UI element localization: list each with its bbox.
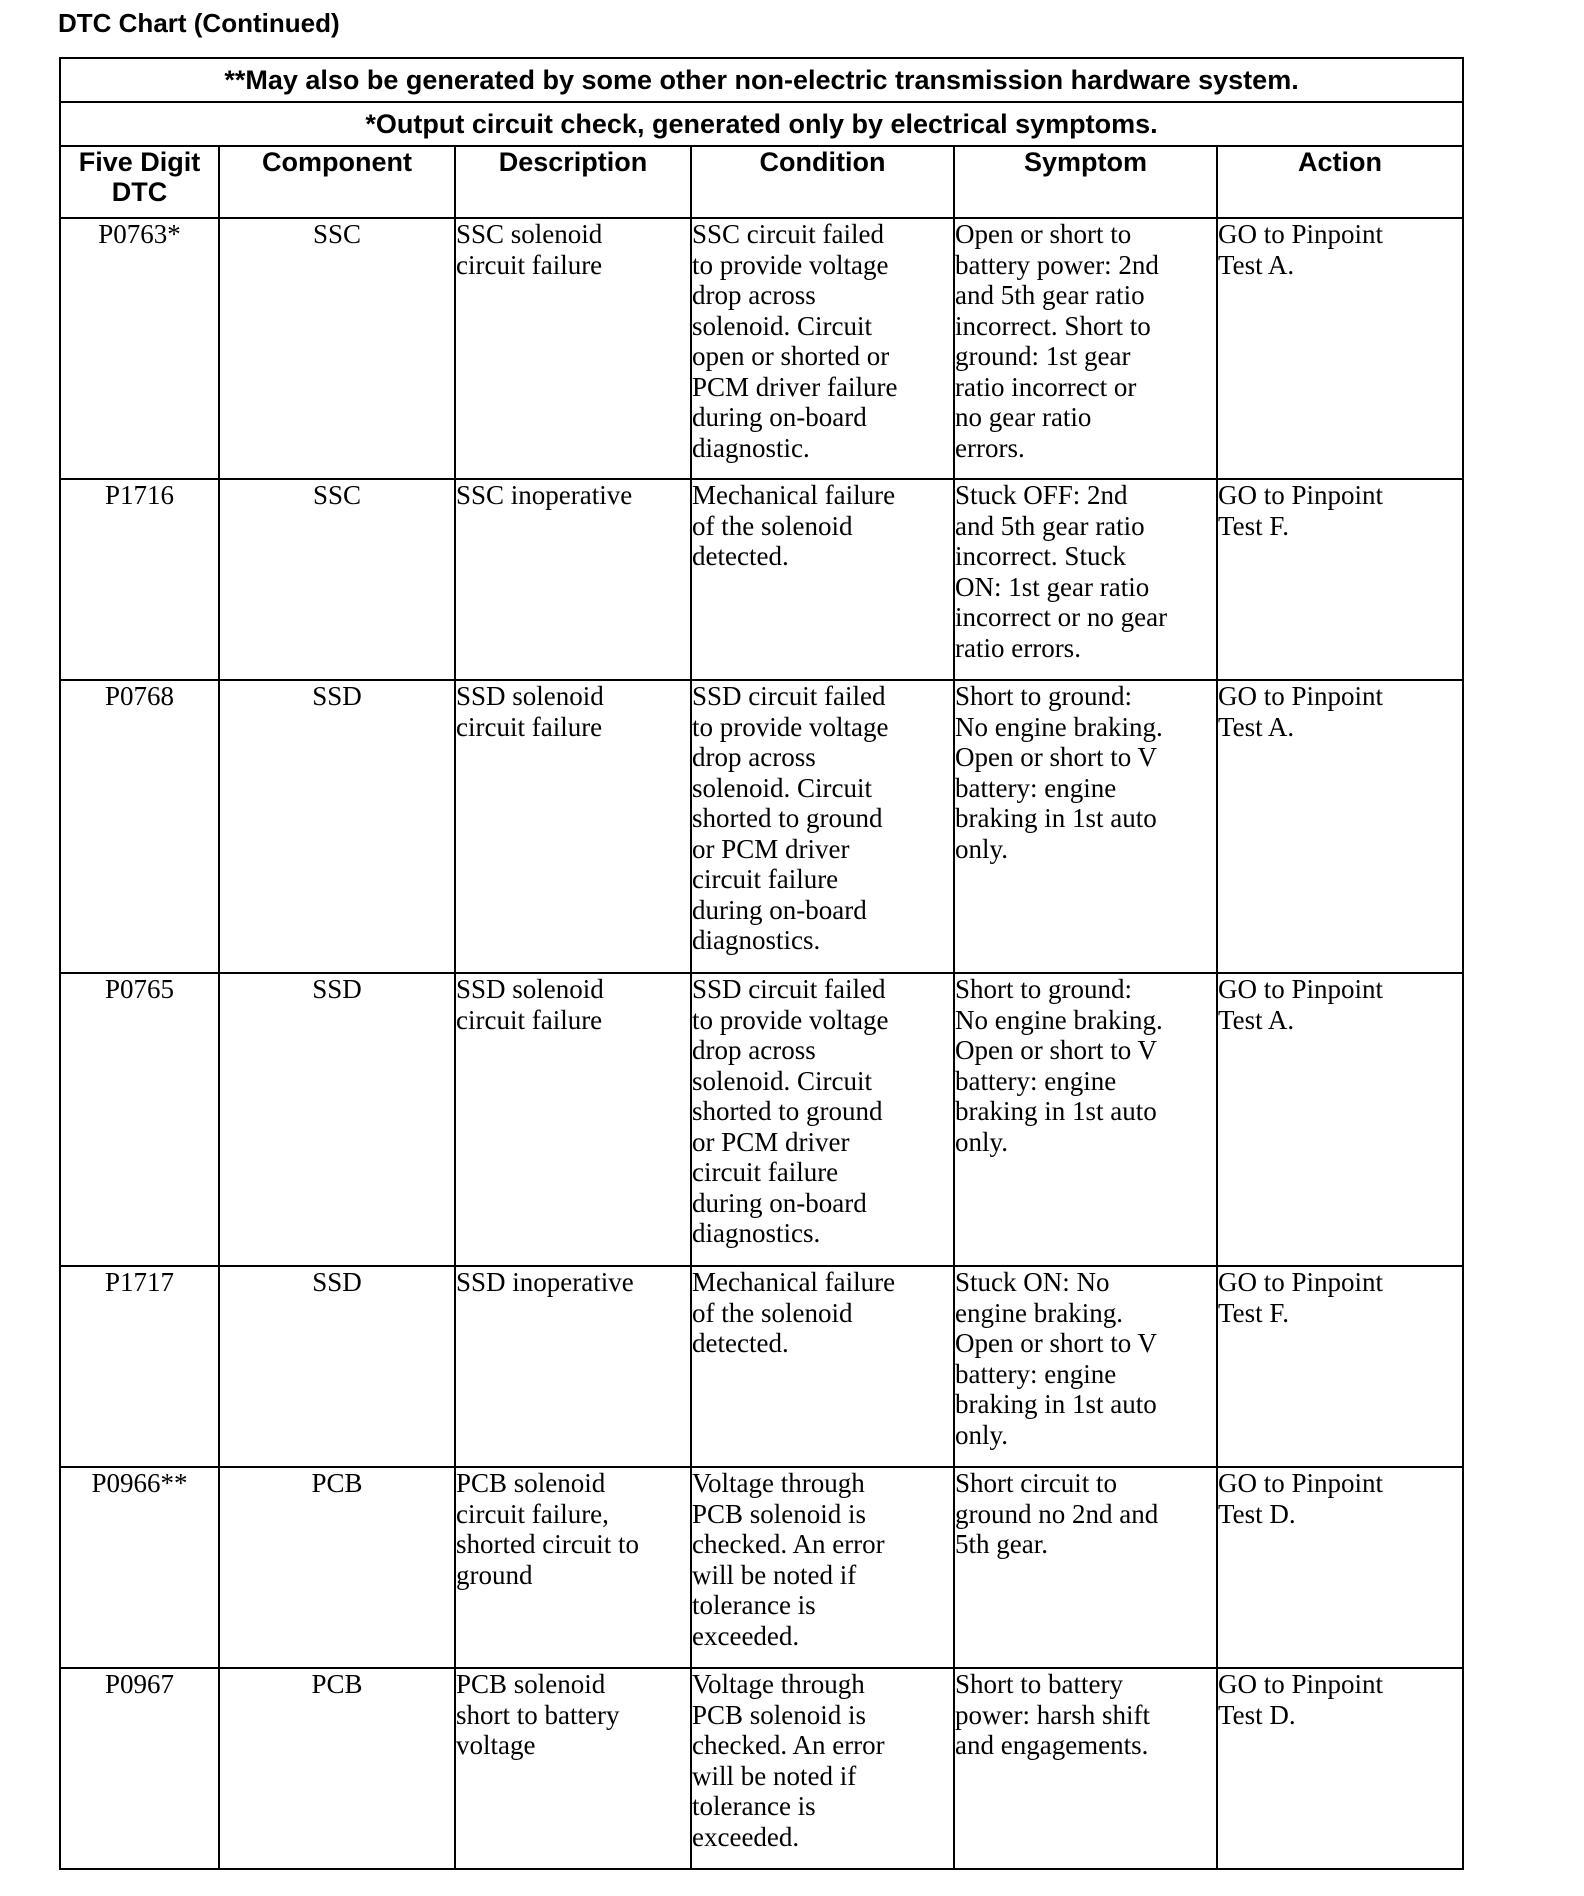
cell-symptom-line: braking in 1st auto <box>955 1096 1157 1126</box>
table-row <box>60 1467 1463 1668</box>
cell-description <box>455 1266 691 1467</box>
cell-description-line: PCB solenoid <box>456 1468 606 1498</box>
cell-symptom-line: braking in 1st auto <box>955 1389 1157 1419</box>
cell-condition-line: Voltage through <box>692 1669 865 1699</box>
cell-symptom-line: battery: engine <box>955 772 1117 803</box>
cell-symptom <box>954 973 1217 1266</box>
cell-condition-line: SSD circuit failed <box>692 681 886 711</box>
cell-action-line: GO to Pinpoint <box>1218 681 1384 711</box>
cell-description <box>455 1668 691 1869</box>
cell-condition-line: open or shorted or <box>692 341 890 371</box>
cell-dtc: P1717 <box>60 1266 219 1467</box>
cell-description-line: short to battery <box>456 1699 620 1730</box>
cell-condition <box>691 218 954 479</box>
page-title: DTC Chart (Continued) <box>58 8 340 38</box>
cell-description <box>455 973 691 1266</box>
cell-condition-line: during on-board <box>692 402 867 432</box>
cell-symptom-line: incorrect or no gear <box>955 602 1168 632</box>
cell-component: SSD <box>219 680 455 973</box>
cell-symptom-line: 5th gear. <box>955 1529 1048 1559</box>
cell-condition-line: or PCM driver <box>692 1126 850 1157</box>
cell-action-line: GO to Pinpoint <box>1218 1468 1384 1498</box>
cell-symptom-line: Open or short to <box>955 219 1132 249</box>
header-action: Action <box>1217 146 1463 218</box>
cell-symptom <box>954 680 1217 973</box>
cell-description-line: PCB solenoid <box>456 1669 606 1699</box>
cell-description-line: SSD solenoid <box>456 974 604 1004</box>
cell-action <box>1217 1266 1463 1467</box>
cell-symptom-line: ratio errors. <box>955 632 1081 663</box>
cell-symptom-line: Short circuit to <box>955 1468 1117 1498</box>
cell-component: SSD <box>219 1266 455 1467</box>
cell-symptom-line: Open or short to V <box>955 1035 1157 1065</box>
cell-symptom <box>954 1668 1217 1869</box>
table-row <box>60 680 1463 973</box>
cell-condition <box>691 1668 954 1869</box>
dtc-table <box>59 57 1464 1870</box>
cell-description-line: shorted circuit to <box>456 1529 639 1559</box>
cell-action-line: GO to Pinpoint <box>1218 219 1384 249</box>
cell-component: SSC <box>219 218 455 479</box>
cell-description-line: ground <box>456 1559 533 1590</box>
cell-description <box>455 218 691 479</box>
cell-symptom-line: only. <box>955 833 1008 864</box>
cell-description-line: circuit failure, <box>456 1498 609 1529</box>
cell-symptom <box>954 479 1217 680</box>
cell-symptom-line: incorrect. Short to <box>955 310 1151 341</box>
cell-condition-line: shorted to ground <box>692 803 883 833</box>
cell-description-line: SSC inoperative <box>456 480 633 510</box>
cell-condition-line: to provide voltage <box>692 711 889 742</box>
cell-symptom-line: ON: 1st gear ratio <box>955 571 1150 602</box>
cell-condition-line: PCM driver failure <box>692 371 898 402</box>
cell-symptom-line: battery: engine <box>955 1358 1117 1389</box>
header-row <box>60 146 1463 218</box>
cell-symptom-line: battery: engine <box>955 1065 1117 1096</box>
cell-component: PCB <box>219 1467 455 1668</box>
header-condition: Condition <box>691 146 954 218</box>
header-component: Component <box>219 146 455 218</box>
cell-condition <box>691 680 954 973</box>
cell-description-line: SSC solenoid <box>456 219 603 249</box>
cell-symptom <box>954 218 1217 479</box>
cell-action-line: Test A. <box>1218 1004 1295 1035</box>
cell-condition-line: or PCM driver <box>692 833 850 864</box>
cell-condition-line: exceeded. <box>692 1620 800 1651</box>
cell-symptom-line: no gear ratio <box>955 402 1092 432</box>
cell-condition-line: will be noted if <box>692 1760 857 1791</box>
header-dtc-line2: DTC <box>111 177 168 207</box>
cell-condition-line: SSD circuit failed <box>692 974 886 1004</box>
cell-action-line: Test A. <box>1218 249 1295 280</box>
cell-condition-line: to provide voltage <box>692 249 889 280</box>
cell-dtc: P0768 <box>60 680 219 973</box>
cell-condition-line: shorted to ground <box>692 1096 883 1126</box>
cell-symptom-line: Open or short to V <box>955 1328 1157 1358</box>
cell-dtc: P0765 <box>60 973 219 1266</box>
table-row <box>60 479 1463 680</box>
cell-action <box>1217 479 1463 680</box>
cell-description-line: voltage <box>456 1730 536 1760</box>
cell-action <box>1217 1467 1463 1668</box>
cell-condition-line: solenoid. Circuit <box>692 310 872 341</box>
cell-condition-line: solenoid. Circuit <box>692 772 872 803</box>
cell-action <box>1217 973 1463 1266</box>
cell-dtc: P0966** <box>60 1467 219 1668</box>
cell-condition-line: during on-board <box>692 894 867 925</box>
cell-action-line: Test D. <box>1218 1699 1296 1730</box>
cell-dtc: P0763* <box>60 218 219 479</box>
cell-action-line: Test A. <box>1218 711 1295 742</box>
cell-action-line: GO to Pinpoint <box>1218 480 1384 510</box>
cell-symptom-line: Stuck ON: No <box>955 1267 1110 1297</box>
cell-condition-line: diagnostics. <box>692 925 821 955</box>
header-dtc <box>60 146 219 218</box>
cell-condition-line: tolerance is <box>692 1791 816 1821</box>
cell-symptom-line: Short to ground: <box>955 974 1133 1004</box>
cell-symptom-line: engine braking. <box>955 1297 1123 1328</box>
cell-component: SSD <box>219 973 455 1266</box>
cell-symptom-line: errors. <box>955 432 1025 463</box>
cell-dtc: P0967 <box>60 1668 219 1869</box>
cell-symptom-line: Stuck OFF: 2nd <box>955 480 1128 510</box>
cell-description-line: circuit failure <box>456 249 603 280</box>
cell-action-line: GO to Pinpoint <box>1218 974 1384 1004</box>
cell-condition-line: to provide voltage <box>692 1004 889 1035</box>
table-row <box>60 1266 1463 1467</box>
cell-symptom-line: No engine braking. <box>955 711 1163 742</box>
cell-component: SSC <box>219 479 455 680</box>
cell-condition-line: solenoid. Circuit <box>692 1065 872 1096</box>
cell-symptom-line: Open or short to V <box>955 742 1157 772</box>
cell-condition-line: detected. <box>692 541 789 571</box>
cell-action <box>1217 680 1463 973</box>
cell-description-line: SSD solenoid <box>456 681 604 711</box>
cell-condition-line: PCB solenoid is <box>692 1498 867 1529</box>
header-symptom: Symptom <box>954 146 1217 218</box>
cell-symptom-line: ratio incorrect or <box>955 371 1137 402</box>
cell-condition-line: detected. <box>692 1328 789 1358</box>
cell-condition-line: PCB solenoid is <box>692 1699 867 1730</box>
cell-symptom <box>954 1467 1217 1668</box>
cell-condition-line: Voltage through <box>692 1468 865 1498</box>
cell-dtc: P1716 <box>60 479 219 680</box>
cell-description <box>455 479 691 680</box>
cell-condition-line: diagnostics. <box>692 1218 821 1248</box>
cell-symptom-line: and engagements. <box>955 1730 1149 1760</box>
cell-condition-line: drop across <box>692 280 816 310</box>
cell-condition-line: circuit failure <box>692 1157 839 1187</box>
cell-description-line: circuit failure <box>456 711 603 742</box>
cell-condition <box>691 479 954 680</box>
table-row <box>60 218 1463 479</box>
note-electrical: *Output circuit check, generated only by electrical symptoms. <box>60 102 1463 146</box>
cell-description-line: circuit failure <box>456 1004 603 1035</box>
cell-symptom-line: only. <box>955 1126 1008 1157</box>
cell-action-line: GO to Pinpoint <box>1218 1669 1384 1699</box>
cell-symptom-line: incorrect. Stuck <box>955 541 1126 571</box>
cell-condition-line: diagnostic. <box>692 432 810 463</box>
cell-symptom-line: braking in 1st auto <box>955 803 1157 833</box>
cell-condition-line: of the solenoid <box>692 510 853 541</box>
cell-symptom-line: No engine braking. <box>955 1004 1163 1035</box>
cell-symptom-line: ground: 1st gear <box>955 341 1131 371</box>
cell-action-line: Test F. <box>1218 510 1289 541</box>
table-row <box>60 973 1463 1266</box>
cell-symptom-line: battery power: 2nd <box>955 249 1159 280</box>
cell-condition-line: checked. An error <box>692 1730 885 1760</box>
table-row <box>60 1668 1463 1869</box>
header-dtc-line1: Five Digit <box>78 147 201 177</box>
cell-condition-line: exceeded. <box>692 1821 800 1852</box>
cell-condition <box>691 973 954 1266</box>
cell-component: PCB <box>219 1668 455 1869</box>
cell-action <box>1217 1668 1463 1869</box>
cell-symptom-line: Short to battery <box>955 1669 1123 1699</box>
cell-symptom-line: Short to ground: <box>955 681 1133 711</box>
cell-description-line: SSD inoperative <box>456 1267 634 1297</box>
cell-condition-line: will be noted if <box>692 1559 857 1590</box>
cell-symptom <box>954 1266 1217 1467</box>
cell-symptom-line: and 5th gear ratio <box>955 280 1145 310</box>
cell-condition-line: tolerance is <box>692 1590 816 1620</box>
cell-description <box>455 1467 691 1668</box>
cell-condition-line: drop across <box>692 742 816 772</box>
cell-description <box>455 680 691 973</box>
cell-action-line: Test F. <box>1218 1297 1289 1328</box>
cell-condition-line: drop across <box>692 1035 816 1065</box>
header-description: Description <box>455 146 691 218</box>
cell-condition-line: during on-board <box>692 1187 867 1218</box>
cell-symptom-line: and 5th gear ratio <box>955 510 1145 541</box>
cell-condition-line: Mechanical failure <box>692 480 896 510</box>
cell-action-line: GO to Pinpoint <box>1218 1267 1384 1297</box>
cell-condition-line: Mechanical failure <box>692 1267 896 1297</box>
note-hardware: **May also be generated by some other non-electric transmission hardware system. <box>60 58 1463 102</box>
cell-symptom-line: only. <box>955 1419 1008 1450</box>
cell-action <box>1217 218 1463 479</box>
cell-condition-line: of the solenoid <box>692 1297 853 1328</box>
cell-condition-line: SSC circuit failed <box>692 219 884 249</box>
cell-symptom-line: power: harsh shift <box>955 1699 1150 1730</box>
cell-action-line: Test D. <box>1218 1498 1296 1529</box>
cell-condition-line: checked. An error <box>692 1529 885 1559</box>
cell-condition <box>691 1467 954 1668</box>
cell-condition <box>691 1266 954 1467</box>
cell-symptom-line: ground no 2nd and <box>955 1498 1159 1529</box>
cell-condition-line: circuit failure <box>692 864 839 894</box>
